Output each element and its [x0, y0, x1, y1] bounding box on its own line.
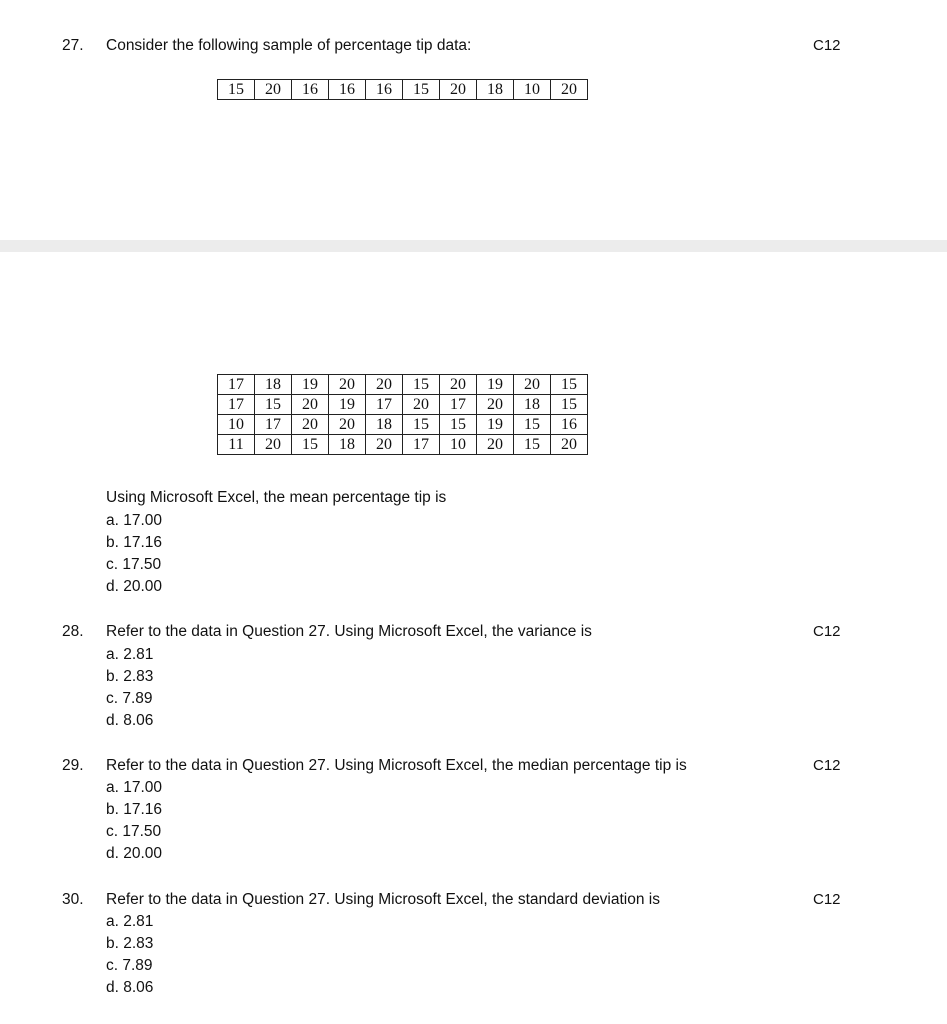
table-cell: 20	[366, 375, 403, 395]
table-cell: 20	[366, 435, 403, 455]
table-cell: 15	[514, 415, 551, 435]
table-cell: 18	[514, 395, 551, 415]
question-28-number: 28.	[62, 623, 84, 640]
page-break-band	[0, 240, 947, 252]
question-30-text: Refer to the data in Question 27. Using Microsoft Excel, the standard deviation is	[106, 891, 660, 908]
question-27-option-d: d. 20.00	[106, 578, 163, 595]
table-cell: 15	[551, 395, 588, 415]
table-row	[218, 415, 588, 435]
question-29-number: 29.	[62, 757, 84, 774]
table-cell: 17	[255, 415, 292, 435]
table-row	[218, 80, 588, 100]
table-cell: 16	[551, 415, 588, 435]
table-row	[218, 395, 588, 415]
table-cell: 18	[366, 415, 403, 435]
table-cell: 10	[514, 80, 551, 100]
table-cell: 15	[255, 395, 292, 415]
table-cell: 17	[440, 395, 477, 415]
table-cell: 20	[477, 435, 514, 455]
question-27-option-b: b. 17.16	[106, 534, 163, 551]
question-28-text: Refer to the data in Question 27. Using Microsoft Excel, the variance is	[106, 623, 592, 640]
table-cell: 15	[403, 415, 440, 435]
table-cell: 15	[218, 80, 255, 100]
table-row	[218, 375, 588, 395]
question-27-number: 27.	[62, 37, 84, 54]
table-cell: 20	[403, 395, 440, 415]
question-29-text: Refer to the data in Question 27. Using Microsoft Excel, the median percentage tip is	[106, 757, 687, 774]
table-cell: 18	[329, 435, 366, 455]
question-30-option-b: b. 2.83	[106, 935, 154, 952]
question-28-option-d: d. 8.06	[106, 712, 154, 729]
question-27-option-a: a. 17.00	[106, 512, 163, 529]
table-cell: 20	[551, 80, 588, 100]
table-cell: 18	[477, 80, 514, 100]
table-cell: 20	[551, 435, 588, 455]
question-28-option-c: c. 7.89	[106, 690, 153, 707]
question-28-option-a: a. 2.81	[106, 646, 154, 663]
question-30-option-a: a. 2.81	[106, 913, 154, 930]
question-27-text: Consider the following sample of percentage tip data:	[106, 37, 472, 54]
table-cell: 18	[255, 375, 292, 395]
table-cell: 20	[440, 375, 477, 395]
table-cell: 20	[329, 415, 366, 435]
question-29-option-b: b. 17.16	[106, 801, 163, 818]
tip-data-table-main	[217, 374, 588, 455]
table-cell: 20	[255, 435, 292, 455]
question-27-option-c: c. 17.50	[106, 556, 162, 573]
table-cell: 11	[218, 435, 255, 455]
table-cell: 15	[403, 375, 440, 395]
table-cell: 20	[514, 375, 551, 395]
question-30-option-d: d. 8.06	[106, 979, 154, 996]
table-cell: 20	[440, 80, 477, 100]
table-cell: 20	[255, 80, 292, 100]
table-cell: 20	[292, 395, 329, 415]
question-28-code: C12	[813, 623, 841, 640]
question-29-option-d: d. 20.00	[106, 845, 163, 862]
table-cell: 16	[292, 80, 329, 100]
table-cell: 20	[329, 375, 366, 395]
question-28-option-b: b. 2.83	[106, 668, 154, 685]
table-cell: 20	[477, 395, 514, 415]
table-cell: 10	[440, 435, 477, 455]
question-29-code: C12	[813, 757, 841, 774]
table-cell: 19	[292, 375, 329, 395]
table-cell: 15	[440, 415, 477, 435]
table-cell: 19	[477, 375, 514, 395]
table-cell: 19	[329, 395, 366, 415]
table-cell: 17	[403, 435, 440, 455]
table-cell: 15	[514, 435, 551, 455]
table-cell: 15	[292, 435, 329, 455]
table-cell: 16	[366, 80, 403, 100]
table-cell: 10	[218, 415, 255, 435]
question-30-code: C12	[813, 891, 841, 908]
table-cell: 15	[403, 80, 440, 100]
table-cell: 17	[366, 395, 403, 415]
table-cell: 17	[218, 375, 255, 395]
question-29-option-a: a. 17.00	[106, 779, 163, 796]
tip-data-table-top	[217, 79, 588, 100]
table-cell: 16	[329, 80, 366, 100]
question-29-option-c: c. 17.50	[106, 823, 162, 840]
table-cell: 20	[292, 415, 329, 435]
question-30-option-c: c. 7.89	[106, 957, 153, 974]
question-27-prompt: Using Microsoft Excel, the mean percentage tip is	[106, 489, 447, 506]
table-cell: 17	[218, 395, 255, 415]
table-cell: 15	[551, 375, 588, 395]
table-row	[218, 435, 588, 455]
question-30-number: 30.	[62, 891, 84, 908]
question-27-code: C12	[813, 37, 841, 54]
table-cell: 19	[477, 415, 514, 435]
